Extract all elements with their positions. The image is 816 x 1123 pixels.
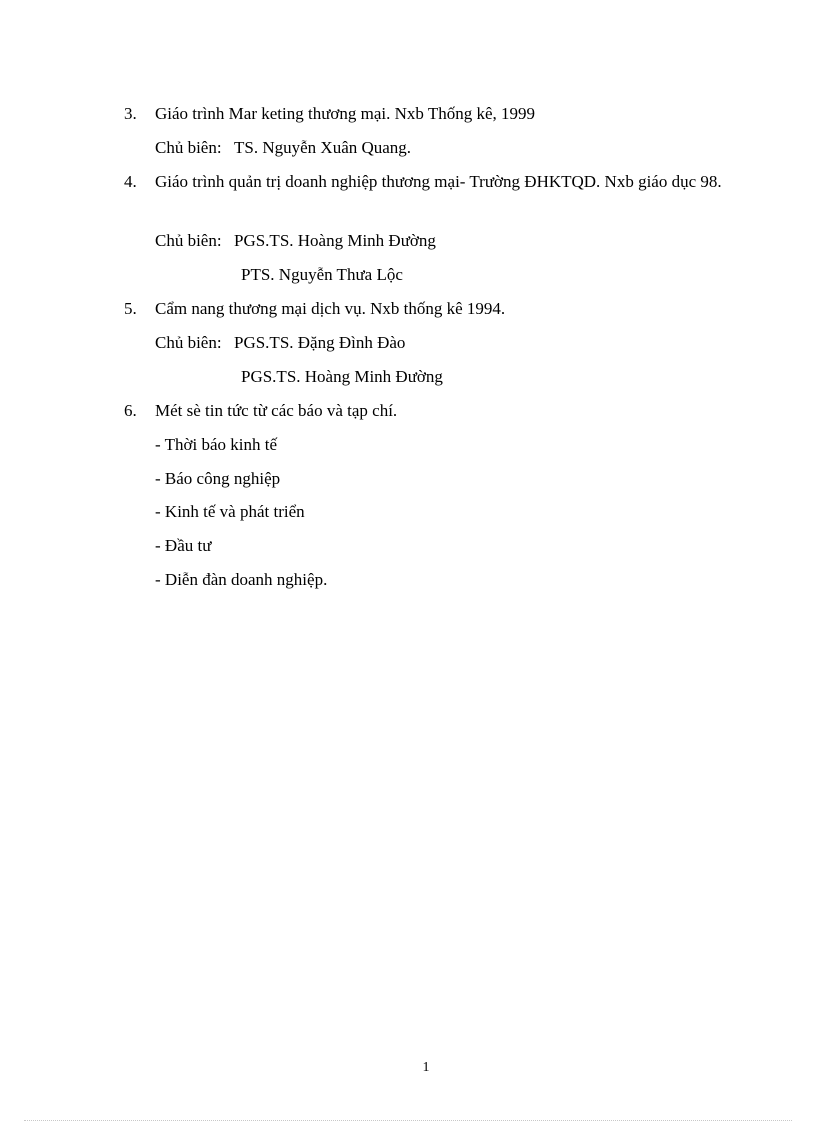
editor-name: PGS.TS. Hoàng Minh Đường (234, 231, 436, 250)
editor-name: PGS.TS. Đặng Đình Đào (234, 333, 406, 352)
reference-title: Giáo trình quản trị doanh nghiệp thương mại- Trường ĐHKTQD. Nxb giáo dục 98. (155, 172, 722, 191)
editor-label: Chủ biên: (155, 231, 222, 250)
reference-number: 4. (124, 172, 137, 191)
reference-title: Mét sè tin tức từ các báo và tạp chí. (155, 401, 398, 420)
source-name: - Kinh tế và phát triển (155, 502, 305, 521)
reference-number: 6. (124, 401, 137, 420)
page-number: 1 (422, 1060, 430, 1075)
reference-number: 3. (124, 104, 137, 123)
page-bottom-divider (24, 1120, 792, 1121)
editor-name: TS. Nguyễn Xuân Quang. (234, 138, 412, 157)
source-name: - Diễn đàn doanh nghiệp. (155, 570, 328, 589)
source-name: - Báo công nghiệp (155, 469, 281, 488)
reference-title: Cẩm nang thương mại dịch vụ. Nxb thống kê 1994. (155, 299, 506, 318)
editor-label: Chủ biên: (155, 138, 222, 157)
editor-name: PTS. Nguyễn Thưa Lộc (241, 265, 403, 284)
reference-title: Giáo trình Mar keting thương mại. Nxb Thống kê, 1999 (155, 104, 536, 123)
editor-name: PGS.TS. Hoàng Minh Đường (241, 367, 443, 386)
editor-label: Chủ biên: (155, 333, 222, 352)
source-name: - Đầu tư (155, 536, 212, 555)
reference-number: 5. (124, 299, 137, 318)
source-name: - Thời báo kinh tế (155, 435, 277, 454)
